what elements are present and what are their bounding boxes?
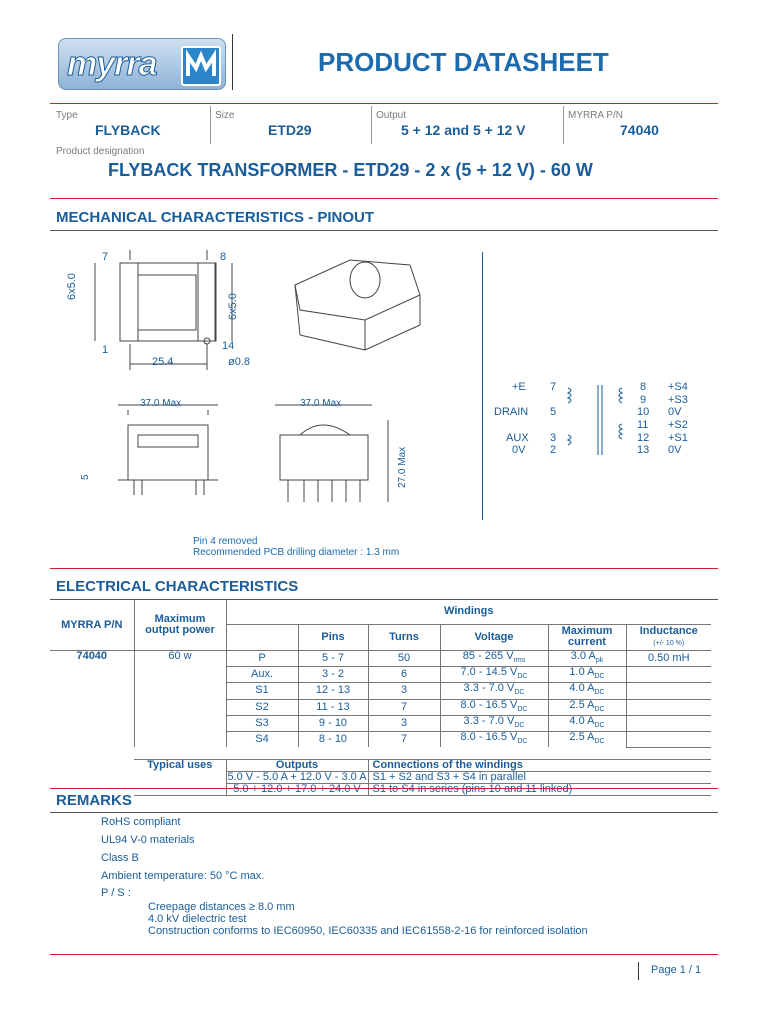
ps-item-0: Creepage distances ≥ 8.0 mm xyxy=(148,901,295,913)
output-label: Output xyxy=(376,110,407,121)
row-current-sub: DC xyxy=(594,705,605,713)
row-winding: S1 xyxy=(226,683,298,699)
col-voltage: Voltage xyxy=(440,625,548,651)
sch-right-pin-1: 9 xyxy=(640,394,647,406)
sch-right-name-3: +S2 xyxy=(668,419,688,431)
row-inductance xyxy=(626,731,711,747)
outputs-label: Outputs xyxy=(226,759,368,771)
note-pin4: Pin 4 removed xyxy=(193,536,258,547)
row-voltage-sub: DC xyxy=(514,721,525,729)
sch-left-name-0: +E xyxy=(512,381,526,393)
row-pins: 11 - 13 xyxy=(298,699,368,715)
logo xyxy=(58,38,226,90)
row-turns: 3 xyxy=(368,715,440,731)
electrical-table xyxy=(50,600,711,796)
row-voltage: 3.3 - 7.0 V xyxy=(463,714,515,727)
page-number: Page 1 / 1 xyxy=(651,964,702,976)
dim-pin8: 8 xyxy=(220,251,227,263)
row-current-sub: DC xyxy=(594,673,605,681)
row-pins: 8 - 10 xyxy=(298,731,368,747)
row-current-sub: pk xyxy=(595,657,604,665)
sch-right-name-1: +S3 xyxy=(668,394,688,406)
row-winding: S4 xyxy=(226,731,298,747)
row-voltage-sub: DC xyxy=(517,738,528,746)
transformer-schematic xyxy=(560,380,640,460)
row-winding: P xyxy=(226,651,298,667)
row-turns: 3 xyxy=(368,683,440,699)
sch-left-name-1: DRAIN xyxy=(494,406,529,418)
row-voltage: 8.0 - 16.5 V xyxy=(460,698,518,711)
remark-2: Class B xyxy=(101,852,139,864)
row-turns: 7 xyxy=(368,731,440,747)
logo-mark-icon xyxy=(181,46,221,86)
col-turns: Turns xyxy=(368,625,440,651)
row-voltage-sub: DC xyxy=(514,689,525,697)
sch-right-pin-0: 8 xyxy=(640,381,647,393)
row-pins: 3 - 2 xyxy=(298,667,368,683)
sch-right-pin-2: 10 xyxy=(637,406,650,418)
row-voltage: 7.0 - 14.5 V xyxy=(460,666,518,679)
row-inductance xyxy=(626,667,711,683)
size-value: ETD29 xyxy=(268,122,312,138)
row-current-sub: DC xyxy=(594,721,605,729)
mechanical-title: MECHANICAL CHARACTERISTICS - PINOUT xyxy=(56,209,375,226)
row-winding: S3 xyxy=(226,715,298,731)
dim-max-left: 37.0 Max xyxy=(140,398,182,409)
row-current: 4.0 A xyxy=(569,714,595,727)
sch-left-pin-3: 2 xyxy=(550,444,557,456)
row-current: 2.5 A xyxy=(569,730,595,743)
dim-pitch-left: 6x5.0 xyxy=(66,273,78,300)
row-voltage: 85 - 265 V xyxy=(462,650,514,662)
designation-value: FLYBACK TRANSFORMER - ETD29 - 2 x (5 + 12 V) - 60 W xyxy=(108,160,593,180)
row-turns: 50 xyxy=(368,651,440,667)
row-voltage: 8.0 - 16.5 V xyxy=(460,730,518,743)
row-current: 3.0 A xyxy=(570,650,596,662)
use-out-0: 5.0 V - 5.0 A + 12.0 V - 3.0 A xyxy=(227,770,367,783)
row-inductance xyxy=(626,715,711,731)
size-label: Size xyxy=(215,110,235,121)
row-voltage-sub: DC xyxy=(517,705,528,713)
note-drill: Recommended PCB drilling diameter : 1.3 mm xyxy=(193,547,400,558)
dim-pin1: 1 xyxy=(102,344,109,356)
sch-left-name-3: 0V xyxy=(512,444,526,456)
ps-item-2: Construction conforms to IEC60950, IEC60335 and IEC61558-2-16 for reinforced isolation xyxy=(148,925,588,937)
dim-pitch-right: 6x5.0 xyxy=(227,293,239,320)
row-current-sub: DC xyxy=(594,689,605,697)
col-windings: Windings xyxy=(226,600,711,624)
col-inductance: Inductance xyxy=(639,624,698,637)
use-conn-1 xyxy=(368,783,711,795)
connections-label: Connections of the windings xyxy=(368,759,711,771)
dim-height-5: 5 xyxy=(80,474,91,480)
col-pn: MYRRA P/N xyxy=(50,600,134,651)
row-voltage-sub: rms xyxy=(513,657,526,665)
row-pins: 12 - 13 xyxy=(298,683,368,699)
dim-pin14: 14 xyxy=(222,340,235,352)
remark-1: UL94 V-0 materials xyxy=(101,834,195,846)
dim-hole: ø0.8 xyxy=(228,356,251,368)
row-current: 2.5 A xyxy=(569,698,595,711)
row-power: 60 w xyxy=(134,651,226,748)
sch-right-name-0: +S4 xyxy=(668,381,688,393)
winding-row xyxy=(50,651,711,667)
sch-left-name-2: AUX xyxy=(506,432,529,444)
sch-right-pin-4: 12 xyxy=(637,432,650,444)
type-label: Type xyxy=(56,110,78,121)
row-pins: 9 - 10 xyxy=(298,715,368,731)
sch-right-pin-3: 11 xyxy=(637,419,649,431)
ps-item-1: 4.0 kV dielectric test xyxy=(148,913,247,925)
mechanical-drawing xyxy=(60,240,480,530)
col-current: Maximum current xyxy=(548,625,626,651)
dim-height-max: 27.0 Max xyxy=(397,446,408,488)
use-conn-0: S1 + S2 and S3 + S4 in parallel xyxy=(368,771,711,783)
col-pins: Pins xyxy=(298,625,368,651)
sch-left-pin-2: 3 xyxy=(550,432,557,444)
sch-right-name-2: 0V xyxy=(668,406,682,418)
row-pins: 5 - 7 xyxy=(298,651,368,667)
dim-width: 25.4 xyxy=(152,356,174,368)
row-inductance xyxy=(626,699,711,715)
logo-text: myrra xyxy=(67,45,157,83)
col-inductance-tol: (+/- 10 %) xyxy=(653,639,685,647)
sch-left-pin-0: 7 xyxy=(550,381,557,393)
remark-4: P / S : xyxy=(101,887,131,899)
row-inductance: 0.50 mH xyxy=(626,651,711,667)
electrical-title: ELECTRICAL CHARACTERISTICS xyxy=(56,578,299,595)
output-value: 5 + 12 and 5 + 12 V xyxy=(401,122,526,138)
remark-0: RoHS compliant xyxy=(101,816,181,828)
dim-pin7: 7 xyxy=(102,251,109,263)
col-power: Maximum output power xyxy=(134,600,226,651)
designation-label: Product designation xyxy=(56,146,145,157)
row-voltage-sub: DC xyxy=(517,673,528,681)
row-current: 4.0 A xyxy=(569,682,595,695)
remark-3: Ambient temperature: 50 °C max. xyxy=(101,870,265,882)
row-inductance xyxy=(626,683,711,699)
row-pn: 74040 xyxy=(50,651,134,748)
row-turns: 6 xyxy=(368,667,440,683)
use-out-1 xyxy=(226,783,368,795)
row-current: 1.0 A xyxy=(569,666,595,679)
row-winding: Aux. xyxy=(226,667,298,683)
sch-left-pin-1: 5 xyxy=(550,406,557,418)
page-title: PRODUCT DATASHEET xyxy=(318,47,609,77)
type-value: FLYBACK xyxy=(95,122,161,138)
sch-right-name-4: +S1 xyxy=(668,432,688,444)
pn-label: MYRRA P/N xyxy=(568,110,624,121)
typical-label: Typical uses xyxy=(134,759,226,771)
dim-max-right: 37.0 Max xyxy=(300,398,342,409)
sch-right-pin-5: 13 xyxy=(637,444,650,456)
sch-right-name-5: 0V xyxy=(668,444,682,456)
pn-value: 74040 xyxy=(620,122,659,138)
row-voltage: 3.3 - 7.0 V xyxy=(463,682,515,695)
remarks-title: REMARKS xyxy=(56,792,132,809)
row-current-sub: DC xyxy=(594,738,605,746)
row-winding: S2 xyxy=(226,699,298,715)
row-turns: 7 xyxy=(368,699,440,715)
